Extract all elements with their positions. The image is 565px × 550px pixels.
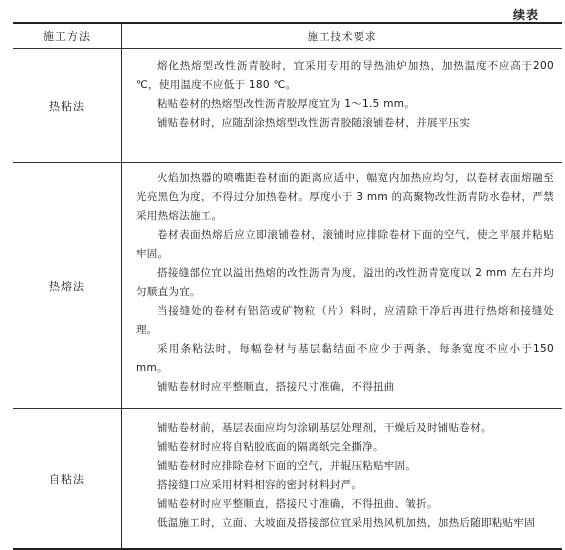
requirement-paragraph: 铺贴卷材时，应随刮涂热熔型改性沥青胶随滚铺卷材，并展平压实 [157, 117, 471, 129]
requirement-paragraph: 铺贴卷材时应平整顺直，搭接尺寸准确，不得扭曲 [157, 381, 395, 393]
requirement-paragraph: 铺贴卷材时应排除卷材下面的空气，并辊压粘贴牢固。 [157, 460, 417, 472]
requirement-paragraph: 铺贴卷材时应平整顺直，搭接尺寸准确，不得扭曲、皱折。 [157, 498, 438, 510]
requirements-cell [122, 49, 562, 162]
requirement-paragraph: 搭接缝部位宜以溢出热熔的改性沥青为度，溢出的改性沥青宽度以 2 mm 左右并均匀顺直为宜。 [136, 267, 554, 298]
requirement-paragraph: 搭接缝口应采用材料相容的密封材料封严。 [157, 479, 363, 491]
requirement-paragraph: 铺贴卷材时应将自粘胶底面的隔离纸完全撕净。 [157, 441, 384, 453]
header-method: 施工方法 [13, 24, 122, 48]
requirements-cell [122, 163, 562, 408]
table-header-row [13, 24, 562, 48]
requirements-cell [122, 409, 562, 548]
requirement-paragraph: 低温施工时，立面、大坡面及搭接部位宜采用热风机加热，加热后随即粘贴牢固 [157, 517, 535, 529]
table-row-hot-bonding [13, 48, 562, 162]
continued-label: 续表 [512, 8, 539, 22]
requirement-paragraph: 粘贴卷材的热熔型改性沥青胶厚度宜为 1～1.5 mm。 [157, 98, 416, 110]
requirement-paragraph: 采用条粘法时，每幅卷材与基层黏结面不应少于两条，每条宽度不应小于150 mm。 [136, 343, 554, 374]
requirement-paragraph: 当接缝处的卷材有铝箔或矿物粒（片）料时，应清除干净后再进行热熔和接缝处理。 [136, 305, 554, 336]
method-cell: 热粘法 [13, 49, 122, 162]
requirement-paragraph: 熔化热熔型改性沥青胶时，宜采用专用的导热油炉加热，加热温度不应高于200 ℃，使用温度不应低于 180 ℃。 [136, 60, 554, 91]
requirement-paragraph: 火焰加热器的喷嘴距卷材面的距离应适中，幅宽内加热应均匀，以卷材表面熔融至光亮黑色为度，不得过分加热卷材。厚度小于 3 mm 的高聚物改性沥青防水卷材，严禁采用热熔法施工。 [136, 172, 554, 222]
method-cell: 自粘法 [13, 409, 122, 548]
table-row-self-adhesive [13, 408, 562, 548]
requirement-paragraph: 铺贴卷材前，基层表面应均匀涂刷基层处理剂，干燥后及时铺贴卷材。 [157, 422, 492, 434]
table-row-hot-melt [13, 162, 562, 408]
header-requirements: 施工技术要求 [307, 30, 377, 43]
method-cell: 热熔法 [13, 163, 122, 408]
requirement-paragraph: 卷材表面热熔后应立即滚铺卷材，滚铺时应排除卷材下面的空气，使之平展并粘贴牢固。 [136, 229, 554, 260]
construction-requirements-table [13, 22, 562, 550]
